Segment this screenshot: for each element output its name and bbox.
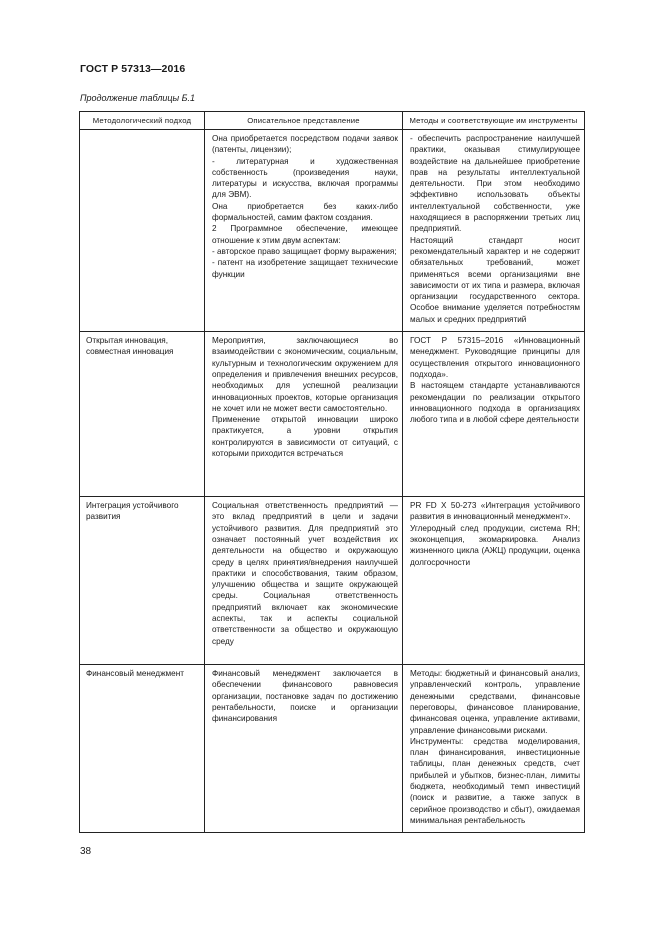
description-text: Социальная ответственность предприятий — это вклад предприятий в цели и задачи устойчивого развития. Для предприятий это означает постоянный учет воздействия их деятельности на общество и окружающую среду в целях принятия/внедрения наилучшей практики и способствования, таким образом, улучшению общества и защите окружающей среды. Социальная ответственность предприятий включает как экономические аспекты, так и аспекты социальной ответственности за общество и окружающую среду <box>212 501 398 646</box>
approach-cell <box>80 130 205 332</box>
table-header-row <box>80 112 585 130</box>
table-row <box>80 497 585 665</box>
approach-text: Финансовый менеджмент <box>86 669 185 679</box>
methods-table <box>79 111 585 833</box>
methods-text: Методы: бюджетный и финансовый анализ, управленческий контроль, управление денежными средствами, финансовые переговоры, финансовое планирование, финансовая оценка, управление активами, управление финансовыми рисками. Инструменты: средства моделирования, план финансирования, инвестиционные таблицы, план денежных средств, счет прибылей и убытков, бизнес-план, лимиты бюджета, необходимый темп инвестиций (поиск и развитие, а также запуск в серийное производство и сбыт), ожидаемая минимальная рентабельность <box>410 669 580 825</box>
table-row <box>80 665 585 833</box>
description-text: Мероприятия, заключающиеся во взаимодействии с экономическим, социальным, культурным и технологическим окружением для определения и привлечения внешних ресурсов, необходимых для успешной реализации инновационных проектов, которые организация не хочет или не может вести самостоятельно. Применение открытой инновации широко практикуется, а уровни открытия контролируются в зависимости от ситуаций, с которыми приходится встречаться <box>212 336 398 459</box>
methods-text: - обеспечить распространение наилучшей практики, оказывая стимулирующее воздействие на дальнейшее приобретение прав на результаты интеллектуальной деятельности. При этом необходимо эффективно использовать объекты интеллектуальной собственности, уже находящиеся в распоряжении третьих лиц предприятий. Настоящий стандарт носит рекомендательный характер и не содержит обязательных требований, может применяться всеми организациями вне зависимости от их типа и размера, включая организации государственного сектора. Особое внимание уделяется потребностям малых и средних предприятий <box>410 134 580 324</box>
column-header-methods: Методы и соответствующие им инструменты <box>403 112 585 130</box>
methods-cell <box>403 665 585 833</box>
table-row <box>80 332 585 497</box>
methods-cell <box>403 332 585 497</box>
table-row <box>80 130 585 332</box>
description-cell <box>205 332 403 497</box>
approach-text: Открытая инновация, совместная инновация <box>86 336 174 357</box>
table-caption: Продолжение таблицы Б.1 <box>80 93 196 103</box>
description-cell <box>205 665 403 833</box>
column-header-approach: Методологический подход <box>80 112 205 130</box>
description-text: Финансовый менеджмент заключается в обеспечении финансового равновесия организации, постановке задач по достижению рентабельности, поиске и организации финансирования <box>212 669 398 724</box>
approach-text <box>80 130 204 139</box>
description-cell <box>205 497 403 665</box>
methods-text: ГОСТ Р 57315–2016 «Инновационный менеджмент. Руководящие принципы для осуществления открытого инновационного подхода». В настоящем стандарте устанавливаются рекомендации по реализации открытого инновационного подхода в организациях любого типа и в любой сфере деятельности <box>410 336 580 425</box>
methods-cell <box>403 497 585 665</box>
approach-cell <box>80 332 205 497</box>
approach-cell <box>80 665 205 833</box>
methods-cell <box>403 130 585 332</box>
methods-text: PR FD X 50-273 «Интеграция устойчивого развития в инновационный менеджмент». Углеродный след продукции, система RH; экоконцепция, экомаркировка. Анализ жизненного цикла (АЖЦ) продукции, оценка долгосрочности <box>410 501 580 567</box>
column-header-description: Описательное представление <box>205 112 403 130</box>
page-number: 38 <box>80 846 92 857</box>
approach-cell <box>80 497 205 665</box>
description-cell <box>205 130 403 332</box>
description-text: Она приобретается посредством подачи заявок (патенты, лицензии); - литературная и художественная собственность (произведения науки, литературы и искусства, включая программы для ЭВМ). Она приобретается без каких-либо формальностей, самим фактом создания. 2 Программное обеспечение, имеющее отношение к этим двум аспектам: - авторское право защищает форму выражения; - патент на изобретение защищает технические функции <box>212 134 398 279</box>
standard-header: ГОСТ Р 57313—2016 <box>80 63 186 75</box>
approach-text: Интеграция устойчивого развития <box>86 501 179 522</box>
